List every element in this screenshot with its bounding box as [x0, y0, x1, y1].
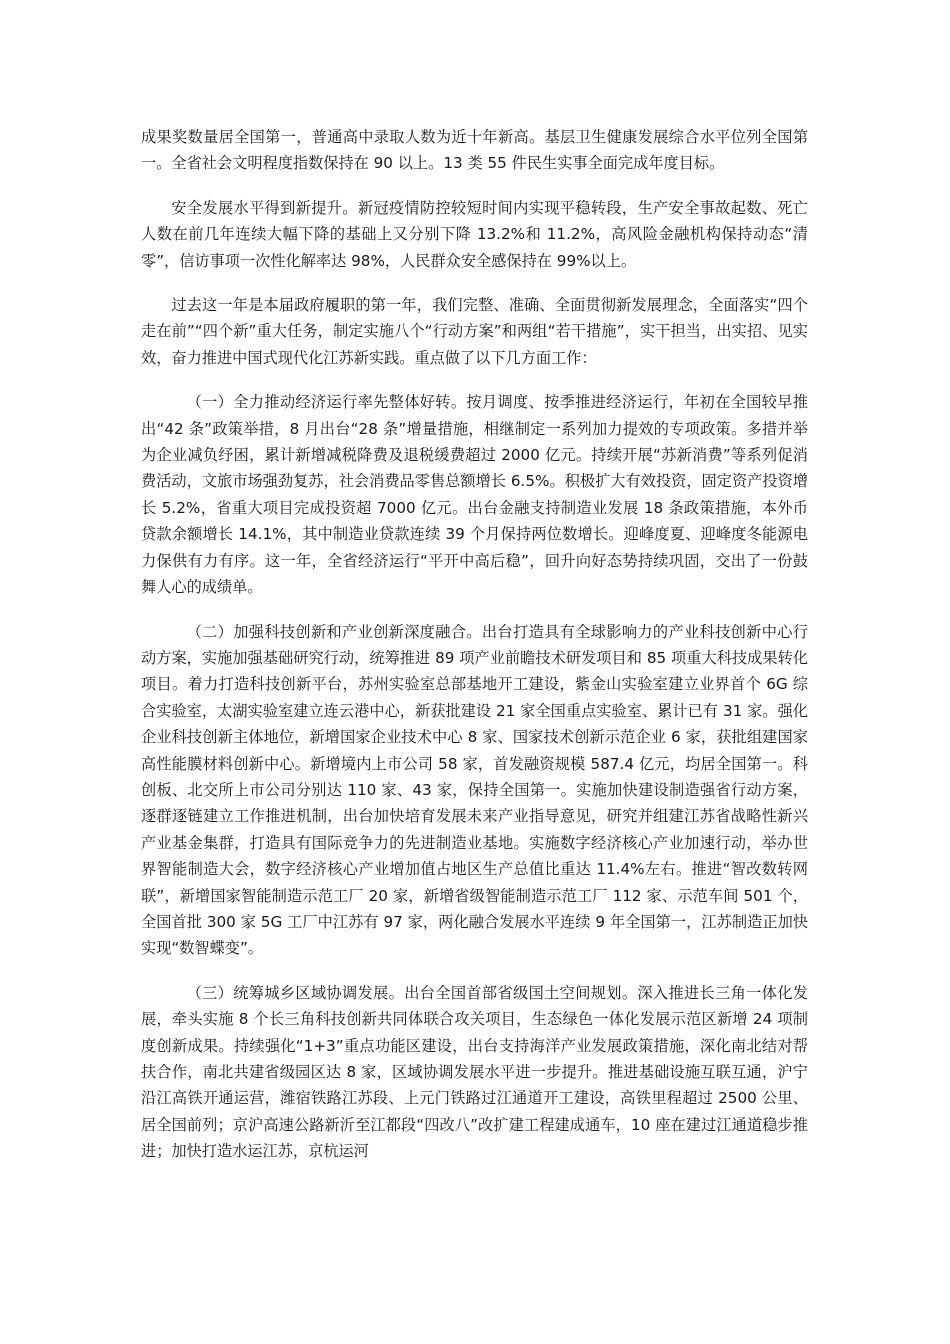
- paragraph-past-year-overview: 过去这一年是本届政府履职的第一年，我们完整、准确、全面贯彻新发展理念，全面落实“四个走在前”“四个新”重大任务，制定实施八个“行动方案”和两组“若干措施”，实干担当，出实招、见实效，奋力推进中国式现代化江苏新实践。重点做了以下几方面工作：: [141, 296, 808, 367]
- paragraph-section-one-economy: （一）全力推动经济运行率先整体好转。按月调度、按季推进经济运行，年初在全国较早推出“42 条”政策举措，8 月出台“28 条”增量措施，相继制定一系列加力提效的专项政策。多措并举为企业减负纾困，累计新增减税降费及退税缓费超过 2000 亿元。持续开展“苏新消费”等系列促消费活动，文旅市场强劲复苏，社会消费品零售总额增长 6.5%。积极扩大有效投资，固定资产投资增长 5.2%，省重大项目完成投资超 7000 亿元。出台金融支持制造业发展 18 条政策措施，本外币贷款余额增长 14.1%，其中制造业贷款连续 39 个月保持两位数增长。迎峰度夏、迎峰度冬能源电力保供有力有序。这一年，全省经济运行“平开中高后稳”，回升向好态势持续巩固，交出了一份鼓舞人心的成绩单。: [141, 393, 808, 597]
- paragraph-section-three-regional: （三）统筹城乡区域协调发展。出台全国首部省级国土空间规划。深入推进长三角一体化发展，牵头实施 8 个长三角科技创新共同体联合攻关项目，生态绿色一体化发展示范区新增 24 项制度创新成果。持续强化“1+3”重点功能区建设，出台支持海洋产业发展政策措施，深化南北结对帮扶合作，南北共建省级园区达 8 家，区域协调发展水平进一步提升。推进基础设施互联互通，沪宁沿江高铁开通运营，潍宿铁路江苏段、上元门铁路过江通道开工建设，高铁里程超过 2500 公里、居全国前列；京沪高速公路新沂至江都段“四改八”改扩建工程建成通车，10 座在建过江通道稳步推进；加快打造水运江苏，京杭运河: [141, 983, 808, 1161]
- document-body: [141, 124, 808, 1183]
- paragraph-continuation: 成果奖数量居全国第一，普通高中录取人数为近十年新高。基层卫生健康发展综合水平位列全国第一。全省社会文明程度指数保持在 90 以上。13 类 55 件民生实事全面完成年度目标。: [141, 128, 808, 173]
- paragraph-section-two-innovation: （二）加强科技创新和产业创新深度融合。出台打造具有全球影响力的产业科技创新中心行动方案，实施加强基础研究行动，统筹推进 89 项产业前瞻技术研发项目和 85 项重大科技成果转化项目。着力打造科技创新平台，苏州实验室总部基地开工建设，紫金山实验室建立业界首个 6G 综合实验室，太湖实验室建立连云港中心，新获批建设 21 家全国重点实验室、累计已有 31 家。强化企业科技创新主体地位，新增国家企业技术中心 8 家、国家技术创新示范企业 6 家，获批组建国家高性能膜材料创新中心。新增境内上市公司 58 家，首发融资规模 587.4 亿元，均居全国第一。科创板、北交所上市公司分别达 110 家、43 家，保持全国第一。实施加快建设制造强省行动方案，逐群逐链建立工作推进机制，出台加快培育发展未来产业指导意见，研究并组建江苏省战略性新兴产业基金集群，打造具有国际竞争力的先进制造业基地。实施数字经济核心产业加速行动，举办世界智能制造大会，数字经济核心产业增加值占地区生产总值比重达 11.4%左右。推进“智改数转网联”，新增国家智能制造示范工厂 20 家，新增省级智能制造示范工厂 112 家、示范车间 501 个，全国首批 300 家 5G 工厂中江苏有 97 家，两化融合发展水平连续 9 年全国第一，江苏制造正加快实现“数智蝶变”。: [141, 622, 808, 958]
- paragraph-safety-development: 安全发展水平得到新提升。新冠疫情防控较短时间内实现平稳转段，生产安全事故起数、死亡人数在前几年连续大幅下降的基础上又分别下降 13.2%和 11.2%，高风险金融机构保持动态“清零”，信访事项一次性化解率达 98%，人民群众安全感保持在 99%以上。: [141, 198, 808, 270]
